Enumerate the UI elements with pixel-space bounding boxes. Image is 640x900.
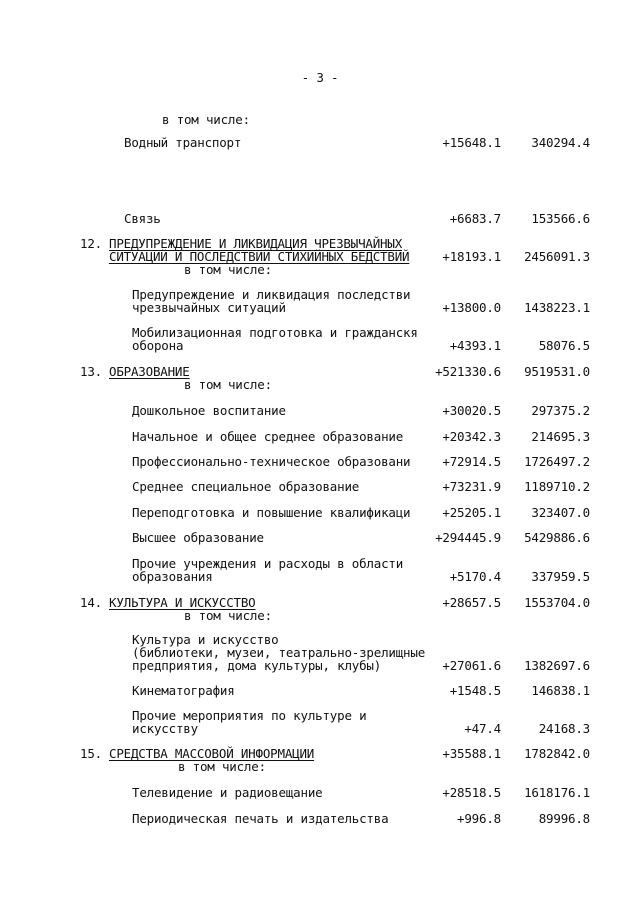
row-change: +15648.1	[442, 135, 501, 150]
row-change: +18193.1	[442, 249, 501, 264]
row-label: Профессионально-техническое образовани	[132, 454, 411, 469]
row-change: +996.8	[457, 811, 501, 826]
row-label-line: Культура и искусство	[132, 632, 279, 647]
row-label-line: оборона	[132, 338, 184, 353]
row-change: +30020.5	[442, 403, 501, 418]
row-label: Дошкольное воспитание	[132, 403, 286, 418]
row-total: 89996.8	[538, 811, 590, 826]
row-label: Периодическая печать и издательства	[132, 811, 389, 826]
row-label-line: чрезвычайных ситуаций	[132, 300, 286, 315]
row-label-line: искусству	[132, 721, 198, 736]
row-total: 1618176.1	[524, 785, 590, 800]
row-label: Начальное и общее среднее образование	[132, 429, 404, 444]
row-label: Связь	[124, 211, 161, 226]
including-label: в том числе:	[162, 112, 250, 127]
row-total: 297375.2	[531, 403, 590, 418]
row-label-line: предприятия, дома культуры, клубы)	[132, 658, 382, 673]
row-total: 340294.4	[531, 135, 590, 150]
row-change: +13800.0	[442, 300, 501, 315]
row-total: 1438223.1	[524, 300, 590, 315]
row-change: +521330.6	[435, 364, 501, 379]
row-total: 1782842.0	[524, 746, 590, 761]
row-change: +28657.5	[442, 595, 501, 610]
row-label-line: (библиотеки, музеи, театрально-зрелищные	[132, 645, 426, 660]
row-change: +28518.5	[442, 785, 501, 800]
row-label-line: Прочие мероприятия по культуре и	[132, 708, 367, 723]
row-change: +25205.1	[442, 505, 501, 520]
row-change: +20342.3	[442, 429, 501, 444]
including-label: в том числе:	[184, 262, 272, 277]
row-label-line: образования	[132, 569, 213, 584]
row-label: Среднее специальное образование	[132, 479, 360, 494]
section-number: 12.	[80, 236, 102, 251]
row-total: 323407.0	[531, 505, 590, 520]
row-total: 1189710.2	[524, 479, 590, 494]
section-title: СРЕДСТВА МАССОВОЙ ИНФОРМАЦИИ	[109, 746, 315, 761]
section-title-line: СИТУАЦИЙ И ПОСЛЕДСТВИЙ СТИХИЙНЫХ БЕДСТВИЙ	[109, 249, 410, 264]
row-change: +1548.5	[449, 683, 501, 698]
row-total: 146838.1	[531, 683, 590, 698]
including-label: в том числе:	[184, 608, 272, 623]
row-total: 1726497.2	[524, 454, 590, 469]
row-change: +73231.9	[442, 479, 501, 494]
row-total: 24168.3	[538, 721, 590, 736]
row-label-line: Прочие учреждения и расходы в области	[132, 556, 404, 571]
section-number: 15.	[80, 746, 102, 761]
row-change: +35588.1	[442, 746, 501, 761]
row-total: 58076.5	[538, 338, 590, 353]
row-total: 5429886.6	[524, 530, 590, 545]
section-title: КУЛЬТУРА И ИСКУССТВО	[109, 595, 256, 610]
row-change: +72914.5	[442, 454, 501, 469]
row-label: Высшее образование	[132, 530, 264, 545]
row-label: Водный транспорт	[124, 135, 242, 150]
row-label-line: Мобилизационная подготовка и гражданскя	[132, 325, 418, 340]
row-total: 2456091.3	[524, 249, 590, 264]
row-change: +4393.1	[449, 338, 501, 353]
row-total: 9519531.0	[524, 364, 590, 379]
row-total: 337959.5	[531, 569, 590, 584]
section-number: 13.	[80, 364, 102, 379]
row-total: 214695.3	[531, 429, 590, 444]
section-number: 14.	[80, 595, 102, 610]
page-number: - 3 -	[301, 70, 339, 85]
row-total: 153566.6	[531, 211, 590, 226]
row-change: +27061.6	[442, 658, 501, 673]
row-total: 1553704.0	[524, 595, 590, 610]
including-label: в том числе:	[178, 759, 266, 774]
row-change: +5170.4	[449, 569, 501, 584]
row-total: 1382697.6	[524, 658, 590, 673]
section-title-line: ПРЕДУПРЕЖДЕНИЕ И ЛИКВИДАЦИЯ ЧРЕЗВЫЧАЙНЫХ	[109, 236, 403, 251]
section-title: ОБРАЗОВАНИЕ	[109, 364, 190, 379]
row-change: +47.4	[464, 721, 501, 736]
row-change: +6683.7	[449, 211, 501, 226]
row-change: +294445.9	[435, 530, 501, 545]
row-label: Переподготовка и повышение квалификаци	[132, 505, 411, 520]
row-label: Телевидение и радиовещание	[132, 785, 323, 800]
row-label-line: Предупреждение и ликвидация последстви	[132, 287, 411, 302]
row-label: Кинематография	[132, 683, 235, 698]
including-label: в том числе:	[184, 377, 272, 392]
